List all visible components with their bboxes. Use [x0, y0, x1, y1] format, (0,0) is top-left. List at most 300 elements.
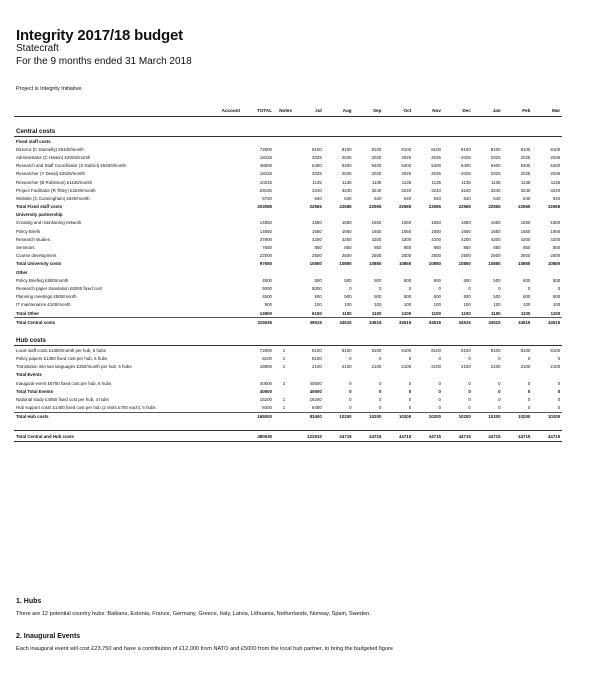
note-text: There are 12 potential country hubs: Balkans, Estonia, France, Germany, Greece, Italy, Latvia, Lithuania, Netherlands, Norway, Spain, Sweden.: [16, 611, 371, 617]
spacer-row: [14, 117, 562, 127]
month-value-cell: 1650: [461, 228, 471, 234]
month-value-cell: 4200: [431, 236, 441, 242]
month-value-cell: 1650: [341, 228, 352, 234]
note-ref-cell: 1: [282, 405, 286, 411]
month-value-cell: 0: [527, 397, 531, 403]
month-value-cell: 0: [378, 356, 382, 362]
total-cell: 165000: [242, 412, 274, 421]
month-value-cell: 500: [403, 294, 412, 300]
note-ref-cell: [274, 431, 294, 442]
month-value-cell: 4200: [550, 236, 561, 242]
account-cell: [208, 318, 242, 327]
month-value-cell: 5400: [490, 163, 501, 169]
month-value-cell: 5400: [431, 163, 441, 169]
month-value-cell: 8100: [520, 146, 531, 152]
row-label: Creating and maintaining network: [16, 220, 82, 226]
month-value-cell: 500: [523, 277, 531, 283]
month-value-cell: 2025: [490, 171, 501, 177]
month-value-cell: 1650: [490, 228, 501, 234]
month-value-cell: 1650: [312, 228, 322, 234]
account-cell: [208, 412, 242, 421]
month-value-cell: 0: [408, 356, 412, 362]
row-label: Administrator (C Hatton) £2025/month: [16, 154, 91, 160]
month-value-cell: 0: [468, 388, 471, 394]
month-value-cell: 8100: [431, 146, 441, 152]
month-value-cell: 1650: [371, 228, 382, 234]
note-ref-cell: 2: [282, 380, 286, 386]
month-value-cell: 10850: [518, 261, 531, 267]
account-cell: [208, 153, 242, 161]
month-value-cell: 1135: [371, 179, 382, 185]
month-value-cell: 8100: [461, 347, 471, 353]
month-value-cell: 4200: [401, 236, 412, 242]
month-value-cell: 8100: [490, 146, 501, 152]
month-value-cell: 1650: [550, 228, 561, 234]
note-ref-cell: 1: [282, 347, 286, 353]
month-value-cell: 640: [493, 195, 501, 201]
row-label: Hub support costs £1400 fixed cost per hub (2 visits £700 each), 6 hubs: [16, 405, 156, 411]
month-value-cell: 2025: [401, 171, 412, 177]
account-cell: [208, 355, 242, 363]
note-ref-cell: [274, 162, 294, 170]
total-cell: 40500: [259, 380, 272, 386]
account-cell: [208, 219, 242, 227]
month-value-cell: 850: [344, 245, 352, 251]
note-ref-cell: [274, 284, 294, 292]
month-value-cell: 2025: [461, 171, 471, 177]
account-cell: [208, 284, 242, 292]
month-value-cell: 1650: [371, 220, 382, 226]
month-value-cell: 10200: [413, 412, 443, 421]
month-value-cell: 34515: [473, 318, 503, 327]
row-label: Local staff costs £1350/month per hub, 6 hubs: [16, 347, 106, 353]
account-cell: [208, 293, 242, 301]
month-value-cell: 0: [408, 285, 412, 291]
group-heading-row: [14, 137, 562, 146]
month-value-cell: 44715: [324, 431, 354, 442]
total-cell: 5000: [262, 285, 272, 291]
total-cell: 900: [264, 302, 272, 308]
note-text: Each inaugural event will cost £23,750 and have a contribution of £12,000 from NATO and £5000 from the local hub partner, to bring the budgeted figure: [16, 646, 393, 652]
month-value-cell: 44715: [503, 431, 533, 442]
month-value-cell: 2025: [490, 154, 501, 160]
month-value-cell: 100: [374, 302, 382, 308]
row-label: Researcher (B Robinson) £1135/month: [16, 179, 93, 185]
table-row: [14, 145, 562, 153]
header-month: Aug: [324, 104, 354, 117]
group-heading-row: [14, 268, 562, 276]
month-value-cell: 83400: [294, 412, 324, 421]
month-value-cell: 4200: [371, 236, 382, 242]
row-label: Translation into two languages £350/month per hub, 6 hubs: [16, 364, 132, 370]
month-value-cell: 1100: [461, 310, 471, 316]
month-value-cell: 1650: [431, 228, 441, 234]
month-value-cell: 1135: [520, 179, 531, 185]
month-value-cell: 10200: [324, 412, 354, 421]
account-cell: [208, 235, 242, 243]
month-value-cell: 2025: [312, 171, 322, 177]
month-value-cell: 5400: [461, 163, 471, 169]
account-cell: [208, 309, 242, 318]
subtotal-row: [14, 260, 562, 268]
month-value-cell: 0: [468, 356, 471, 362]
month-value-cell: 0: [498, 285, 501, 291]
month-value-cell: 1650: [401, 228, 412, 234]
month-value-cell: 10200: [503, 412, 533, 421]
month-value-cell: 2025: [401, 154, 412, 160]
subtotal-row: [14, 203, 562, 211]
total-cell: 10215: [259, 179, 272, 185]
month-value-cell: 500: [344, 294, 352, 300]
month-value-cell: 1100: [491, 310, 501, 316]
month-value-cell: 850: [403, 245, 412, 251]
month-value-cell: 0: [498, 397, 501, 403]
month-value-cell: 10850: [428, 261, 441, 267]
month-value-cell: 0: [468, 405, 471, 411]
account-cell: [208, 260, 242, 268]
row-label: Inaugural event £6750 fixed cost per hub, 6 hubs: [16, 380, 112, 386]
month-value-cell: 0: [349, 405, 352, 411]
section-heading-row: [14, 126, 562, 137]
month-value-cell: 500: [344, 277, 352, 283]
table-row: [14, 346, 562, 355]
total-cell: 72900: [259, 146, 272, 152]
month-value-cell: 2025: [341, 154, 352, 160]
month-value-cell: 10200: [473, 412, 503, 421]
month-value-cell: 0: [468, 397, 471, 403]
budget-table: [14, 104, 562, 442]
total-cell: 29160: [259, 187, 272, 193]
month-value-cell: 640: [314, 195, 322, 201]
month-value-cell: 4200: [461, 236, 471, 242]
month-value-cell: 40500: [309, 380, 322, 386]
month-value-cell: 100: [523, 302, 531, 308]
table-row: [14, 293, 562, 301]
total-row: [14, 318, 562, 327]
month-value-cell: 10850: [458, 261, 471, 267]
header-month: Dec: [443, 104, 473, 117]
month-value-cell: 22565: [369, 204, 382, 210]
note-ref-cell: [274, 276, 294, 284]
total-cell: 18225: [259, 154, 272, 160]
month-value-cell: 640: [552, 195, 561, 201]
month-value-cell: 500: [493, 294, 501, 300]
row-label: Policy papers £1350 fixed cost per hub, 6 hubs: [16, 356, 108, 362]
month-value-cell: 0: [498, 356, 501, 362]
month-value-cell: 34515: [532, 318, 562, 327]
total-cell: 14900: [259, 310, 272, 316]
group-heading: Total Events: [16, 372, 42, 378]
month-value-cell: 44715: [413, 431, 443, 442]
month-value-cell: 1650: [401, 220, 412, 226]
month-value-cell: 8100: [490, 347, 501, 353]
month-value-cell: 10850: [339, 261, 352, 267]
month-value-cell: 44715: [443, 431, 473, 442]
note-ref-cell: [274, 145, 294, 153]
month-value-cell: 500: [552, 277, 561, 283]
month-value-cell: 8100: [312, 356, 322, 362]
total-cell: 4500: [262, 277, 272, 283]
month-value-cell: 2025: [312, 154, 322, 160]
month-value-cell: 8400: [312, 405, 322, 411]
header-month: Nov: [413, 104, 443, 117]
total-cell: 37800: [259, 236, 272, 242]
group-heading: Other: [16, 269, 28, 275]
note-ref-cell: [274, 178, 294, 186]
month-value-cell: 8100: [312, 347, 322, 353]
month-value-cell: 2100: [490, 364, 501, 370]
month-value-cell: 2025: [550, 171, 561, 177]
month-value-cell: 10850: [488, 261, 501, 267]
month-value-cell: 0: [349, 285, 352, 291]
month-value-cell: 10200: [354, 412, 384, 421]
month-value-cell: 3240: [371, 187, 382, 193]
month-value-cell: 22565: [518, 204, 531, 210]
row-label: IT maintenance £100/month: [16, 302, 71, 308]
header-month: Mar: [532, 104, 562, 117]
month-value-cell: 0: [378, 397, 382, 403]
month-value-cell: 22565: [339, 204, 352, 210]
table-row: [14, 227, 562, 235]
note-ref-cell: 1: [282, 364, 286, 370]
month-value-cell: 44715: [354, 431, 384, 442]
table-row: [14, 243, 562, 251]
month-value-cell: 0: [349, 388, 352, 394]
total-cell: 22500: [259, 253, 272, 259]
month-value-cell: 100: [463, 302, 471, 308]
account-cell: [208, 162, 242, 170]
month-value-cell: 0: [527, 356, 531, 362]
row-label: Planning meetings £500/month: [16, 294, 77, 300]
month-value-cell: 2500: [341, 253, 352, 259]
month-value-cell: 640: [463, 195, 471, 201]
note-heading: 1. Hubs: [16, 598, 42, 605]
account-cell: [208, 404, 242, 413]
month-value-cell: 1100: [342, 310, 352, 316]
table-row: [14, 404, 562, 413]
note-ref-cell: 1: [282, 397, 286, 403]
table-row: [14, 186, 562, 194]
account-cell: [208, 227, 242, 235]
table-row: [14, 276, 562, 284]
grand-row: [14, 431, 562, 442]
total-cell: 8100: [262, 356, 272, 362]
month-value-cell: 0: [557, 405, 561, 411]
month-value-cell: 2500: [550, 253, 561, 259]
note-ref-cell: [274, 153, 294, 161]
table-row: [14, 170, 562, 178]
table-row: [14, 162, 562, 170]
month-value-cell: 4200: [520, 236, 531, 242]
month-value-cell: 8100: [312, 146, 322, 152]
table-row: [14, 284, 562, 292]
month-value-cell: 0: [557, 388, 561, 394]
month-value-cell: 100: [552, 302, 561, 308]
month-value-cell: 850: [552, 245, 561, 251]
month-value-cell: 0: [557, 397, 561, 403]
month-value-cell: 4200: [341, 236, 352, 242]
account-cell: [208, 379, 242, 387]
month-value-cell: 2500: [520, 253, 531, 259]
month-value-cell: 0: [349, 397, 352, 403]
table-row: [14, 252, 562, 260]
month-value-cell: 5400: [550, 163, 561, 169]
note-ref-cell: [274, 387, 294, 395]
month-value-cell: 0: [408, 397, 412, 403]
total-cell: 18900: [259, 364, 272, 370]
month-value-cell: 0: [498, 388, 501, 394]
row-label: Director (C Donnelly) £8100/month: [16, 146, 84, 152]
month-value-cell: 3240: [431, 187, 441, 193]
spacer-cell: [14, 117, 562, 127]
month-value-cell: 34515: [324, 318, 354, 327]
month-value-cell: 640: [344, 195, 352, 201]
month-value-cell: 100: [403, 302, 412, 308]
spacer-cell: [14, 326, 562, 335]
month-value-cell: 8100: [520, 347, 531, 353]
month-value-cell: 1100: [520, 310, 531, 316]
account-cell: [208, 387, 242, 395]
row-label: Project Facilitator (R Titley) £3240/month: [16, 187, 96, 193]
total-cell: 14850: [259, 220, 272, 226]
month-value-cell: 2100: [431, 364, 441, 370]
month-value-cell: 22565: [458, 204, 471, 210]
account-cell: [208, 431, 242, 442]
month-value-cell: 8100: [401, 146, 412, 152]
month-value-cell: 500: [374, 294, 382, 300]
month-value-cell: 2025: [550, 154, 561, 160]
header-month: Feb: [503, 104, 533, 117]
section-heading: Hub costs: [14, 335, 562, 346]
subtotal-row: [14, 387, 562, 395]
month-value-cell: 100: [344, 302, 352, 308]
month-value-cell: 4200: [312, 236, 322, 242]
month-value-cell: 8100: [431, 347, 441, 353]
note-ref-cell: [274, 252, 294, 260]
month-value-cell: 1135: [431, 179, 441, 185]
group-heading: University partnership: [16, 212, 63, 218]
month-value-cell: 0: [378, 405, 382, 411]
month-value-cell: 500: [433, 294, 441, 300]
month-value-cell: 8100: [401, 347, 412, 353]
row-label: Total Central and Hub costs: [14, 431, 208, 442]
month-value-cell: 850: [374, 245, 382, 251]
month-value-cell: 2025: [371, 171, 382, 177]
table-row: [14, 395, 562, 403]
month-value-cell: 0: [527, 380, 531, 386]
note-ref-cell: [274, 227, 294, 235]
table-row: [14, 301, 562, 309]
month-value-cell: 39515: [294, 318, 324, 327]
account-cell: [208, 145, 242, 153]
month-value-cell: 2100: [520, 364, 531, 370]
month-value-cell: 2100: [550, 364, 561, 370]
month-value-cell: 100: [433, 302, 441, 308]
section-heading-row: [14, 335, 562, 346]
month-value-cell: 5400: [341, 163, 352, 169]
note-ref-cell: [274, 243, 294, 251]
note-ref-cell: [274, 203, 294, 211]
month-value-cell: 1100: [431, 310, 441, 316]
month-value-cell: 44715: [473, 431, 503, 442]
month-value-cell: 0: [438, 388, 441, 394]
month-value-cell: 22565: [488, 204, 501, 210]
account-cell: [208, 186, 242, 194]
month-value-cell: 0: [438, 356, 441, 362]
account-cell: [208, 363, 242, 371]
reporting-period: For the 9 months ended 31 March 2018: [16, 56, 192, 67]
month-value-cell: 1650: [341, 220, 352, 226]
month-value-cell: 500: [433, 277, 441, 283]
month-value-cell: 8100: [550, 347, 561, 353]
row-label: Policy Briefing £500/month: [16, 277, 69, 283]
page-title: Integrity 2017/18 budget: [16, 27, 183, 44]
month-value-cell: 8100: [341, 146, 352, 152]
account-cell: [208, 194, 242, 202]
note-ref-cell: [274, 194, 294, 202]
month-value-cell: 2025: [371, 154, 382, 160]
month-value-cell: 850: [314, 245, 322, 251]
month-value-cell: 122915: [294, 431, 324, 442]
row-label: Researcher (Y Desai) £2025/month: [16, 171, 85, 177]
header-account: Account: [208, 104, 242, 117]
header-notes: Notes: [274, 104, 294, 117]
month-value-cell: 10200: [443, 412, 473, 421]
month-value-cell: 5400: [520, 163, 531, 169]
header-description: [14, 104, 208, 117]
total-cell: 18225: [259, 171, 272, 177]
month-value-cell: 2500: [401, 253, 412, 259]
month-value-cell: 0: [498, 405, 501, 411]
total-cell: 72900: [259, 347, 272, 353]
month-value-cell: 850: [523, 245, 531, 251]
month-value-cell: 34515: [413, 318, 443, 327]
month-value-cell: 5400: [401, 163, 412, 169]
section-heading: Central costs: [14, 126, 562, 137]
month-value-cell: 8100: [341, 347, 352, 353]
month-value-cell: 500: [374, 277, 382, 283]
month-value-cell: 640: [403, 195, 412, 201]
table-row: [14, 379, 562, 387]
table-row: [14, 355, 562, 363]
row-label: Total Total Events: [16, 388, 54, 394]
header-total: TOTAL: [242, 104, 274, 117]
subtotal-row: [14, 309, 562, 318]
month-value-cell: 500: [493, 277, 501, 283]
total-cell: 315635: [242, 318, 274, 327]
month-value-cell: 5400: [312, 163, 322, 169]
total-cell: 16200: [259, 397, 272, 403]
month-value-cell: 1650: [461, 220, 471, 226]
month-value-cell: 0: [408, 388, 412, 394]
month-value-cell: 1650: [312, 220, 322, 226]
month-value-cell: 500: [463, 277, 471, 283]
month-value-cell: 1650: [431, 220, 441, 226]
month-value-cell: 0: [438, 380, 441, 386]
month-value-cell: 1650: [520, 220, 531, 226]
month-value-cell: 1100: [371, 310, 382, 316]
month-value-cell: 0: [349, 380, 352, 386]
month-value-cell: 0: [527, 388, 531, 394]
month-value-cell: 0: [349, 356, 352, 362]
total-cell: 480635: [242, 431, 274, 442]
table-row: [14, 219, 562, 227]
month-value-cell: 5000: [312, 285, 322, 291]
month-value-cell: 44715: [532, 431, 562, 442]
month-value-cell: 8100: [461, 146, 471, 152]
intro-text: Project is Integrity Initiative.: [16, 86, 83, 92]
month-value-cell: 2100: [371, 364, 382, 370]
